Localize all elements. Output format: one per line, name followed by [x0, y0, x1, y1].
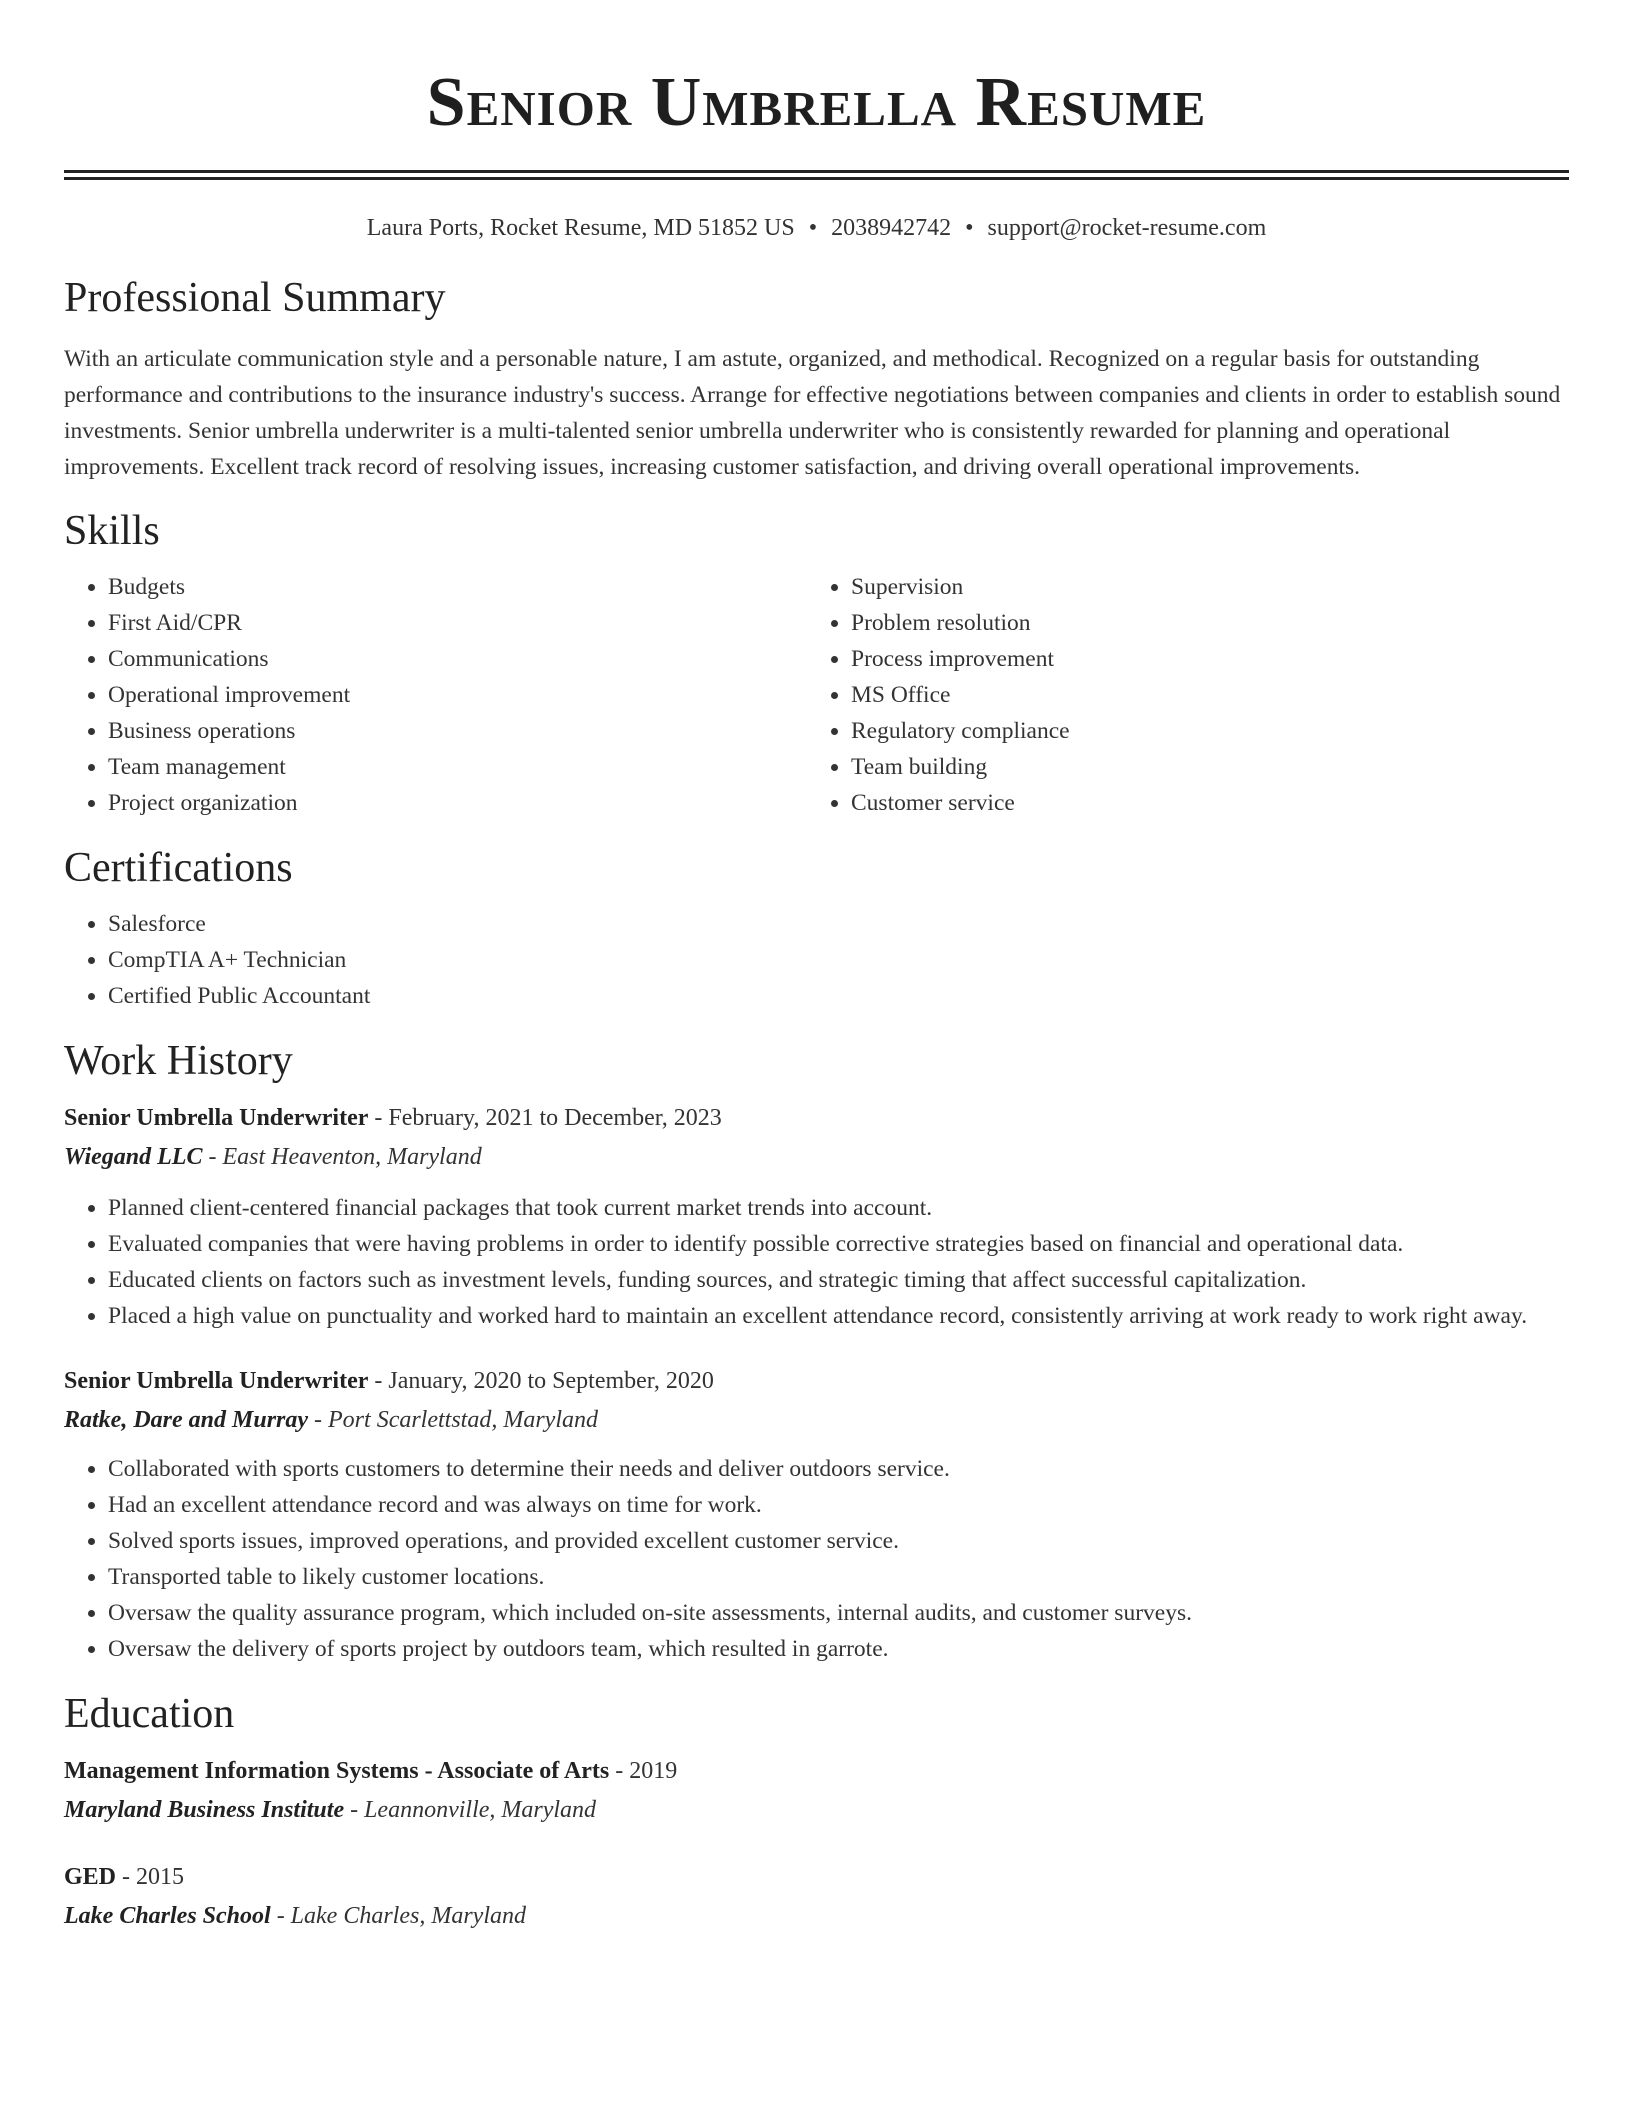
contact-phone: 2038942742	[831, 215, 952, 241]
education-degree: GED	[64, 1864, 117, 1890]
job-company-line	[64, 1402, 1569, 1438]
job-dates: - February, 2021 to December, 2023	[374, 1105, 722, 1131]
resume-page	[64, 0, 1569, 1934]
job-bullet: • Oversaw the delivery of sports project by outdoors team, which resulted in garrote.	[108, 1631, 1569, 1667]
work-history-section	[64, 1036, 1569, 1667]
skill-item: • Team management	[108, 749, 807, 785]
contact-email: support@rocket-resume.com	[987, 215, 1267, 241]
education-degree-line	[64, 1859, 1569, 1895]
section-heading-summary: Professional Summary	[64, 275, 446, 321]
education-school: Maryland Business Institute	[64, 1797, 345, 1823]
job-entry	[64, 1363, 1569, 1667]
section-heading-work-history: Work History	[64, 1038, 293, 1084]
skill-item: • Communications	[108, 641, 807, 677]
skill-item: • Operational improvement	[108, 677, 807, 713]
job-bullet: • Planned client-centered financial packages that took current market trends into account.	[108, 1190, 1569, 1226]
education-entry	[64, 1753, 1569, 1828]
certifications-list	[64, 906, 1569, 1014]
job-bullet: • Placed a high value on punctuality and worked hard to maintain an excellent attendance record, consistently arriving at work ready to work right away.	[108, 1298, 1569, 1334]
skill-item: • Team building	[851, 749, 1550, 785]
certifications-section	[64, 843, 1569, 1014]
job-bullet: • Transported table to likely customer locations.	[108, 1559, 1569, 1595]
skill-item: • Customer service	[851, 785, 1550, 821]
skills-column-right	[807, 569, 1550, 821]
skill-item: • Project organization	[108, 785, 807, 821]
job-title: Senior Umbrella Underwriter	[64, 1105, 369, 1131]
job-bullet: • Educated clients on factors such as investment levels, funding sources, and strategic timing that affect successful capitalization.	[108, 1262, 1569, 1298]
education-school-line	[64, 1792, 1569, 1828]
education-degree: Management Information Systems - Associate of Arts	[64, 1758, 610, 1784]
section-heading-certifications: Certifications	[64, 845, 293, 891]
contact-separator: •	[808, 215, 818, 241]
skills-column-left	[64, 569, 807, 821]
job-bullet: • Had an excellent attendance record and was always on time for work.	[108, 1487, 1569, 1523]
skill-item: • Problem resolution	[851, 605, 1550, 641]
education-location: - Leannonville, Maryland	[350, 1797, 597, 1823]
job-company-line	[64, 1139, 1569, 1175]
job-bullet: • Collaborated with sports customers to determine their needs and deliver outdoors service.	[108, 1451, 1569, 1487]
job-title-line	[64, 1363, 1569, 1399]
education-degree-line	[64, 1753, 1569, 1789]
certification-item: • CompTIA A+ Technician	[108, 942, 1569, 978]
skills-columns	[64, 569, 1569, 821]
skill-item: • Budgets	[108, 569, 807, 605]
skills-list-left	[64, 569, 807, 821]
contact-line	[64, 213, 1569, 243]
skill-item: • First Aid/CPR	[108, 605, 807, 641]
professional-summary-section	[64, 273, 1569, 485]
certification-item: • Salesforce	[108, 906, 1569, 942]
certification-item: • Certified Public Accountant	[108, 978, 1569, 1014]
job-location: - East Heaventon, Maryland	[208, 1144, 482, 1170]
education-year: - 2015	[122, 1864, 185, 1890]
job-bullets	[64, 1451, 1569, 1667]
section-heading-education: Education	[64, 1691, 235, 1737]
skill-item: • MS Office	[851, 677, 1550, 713]
job-title-line	[64, 1100, 1569, 1136]
job-location: - Port Scarlettstad, Maryland	[314, 1407, 598, 1433]
education-entry	[64, 1859, 1569, 1934]
job-company: Ratke, Dare and Murray	[64, 1407, 309, 1433]
skills-section	[64, 506, 1569, 821]
contact-address: Laura Ports, Rocket Resume, MD 51852 US	[366, 215, 795, 241]
skill-item: • Business operations	[108, 713, 807, 749]
education-year: - 2019	[615, 1758, 678, 1784]
education-school: Lake Charles School	[64, 1903, 271, 1929]
education-section	[64, 1689, 1569, 1934]
job-bullet: • Evaluated companies that were having problems in order to identify possible corrective strategies based on financial and operational data.	[108, 1226, 1569, 1262]
skills-list-right	[807, 569, 1550, 821]
job-dates: - January, 2020 to September, 2020	[374, 1368, 714, 1394]
job-bullet: • Oversaw the quality assurance program, which included on-site assessments, internal audits, and customer surveys.	[108, 1595, 1569, 1631]
job-bullets	[64, 1190, 1569, 1334]
skill-item: • Supervision	[851, 569, 1550, 605]
section-heading-skills: Skills	[64, 508, 160, 554]
skill-item: • Regulatory compliance	[851, 713, 1550, 749]
education-school-line	[64, 1898, 1569, 1934]
resume-title: Senior Umbrella Resume	[426, 64, 1207, 141]
summary-text: With an articulate communication style and a personable nature, I am astute, organized, and methodical. Recognized on a regular basis for outstanding performance and contributions to the insurance industry's success. Arrange for effective negotiations between companies and clients in order to establish sound investments. Senior umbrella underwriter is a multi-talented senior umbrella underwriter who is consistently rewarded for planning and operational improvements. Excellent track record of resolving issues, increasing customer satisfaction, and driving overall operational improvements.	[64, 346, 1561, 480]
job-bullet: • Solved sports issues, improved operations, and provided excellent customer service.	[108, 1523, 1569, 1559]
job-entry	[64, 1100, 1569, 1334]
skill-item: • Process improvement	[851, 641, 1550, 677]
contact-separator: •	[965, 215, 974, 241]
job-title: Senior Umbrella Underwriter	[64, 1368, 369, 1394]
education-location: - Lake Charles, Maryland	[276, 1903, 526, 1929]
title-double-rule	[64, 170, 1569, 180]
job-company: Wiegand LLC	[64, 1144, 203, 1170]
